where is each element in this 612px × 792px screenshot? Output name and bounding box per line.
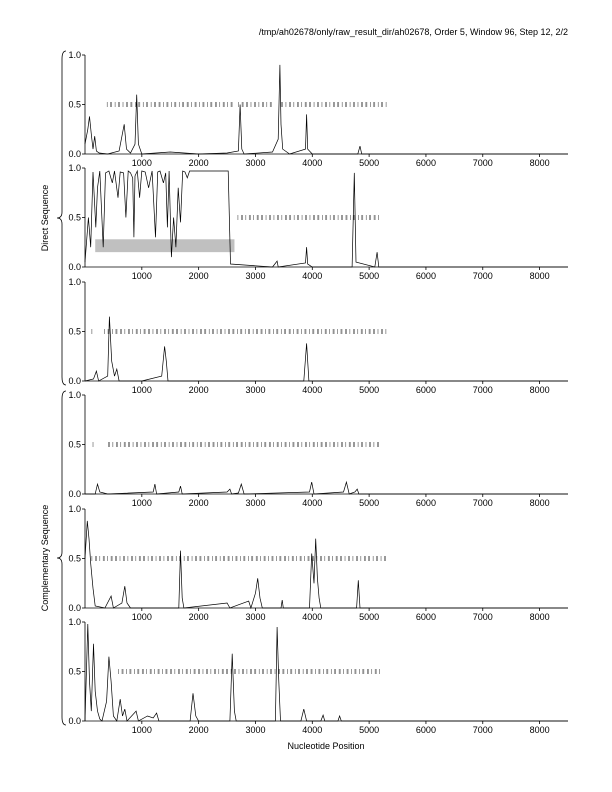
panel-6 bbox=[68, 617, 568, 735]
y-tick-label: 1.0 bbox=[68, 504, 81, 514]
y-tick-label: 0.5 bbox=[68, 439, 81, 450]
series-line bbox=[85, 65, 568, 154]
x-tick-label: 4000 bbox=[302, 271, 323, 281]
x-tick-label: 7000 bbox=[472, 271, 493, 281]
panel-4 bbox=[68, 390, 568, 508]
y-tick-label: 0.5 bbox=[68, 326, 81, 337]
x-tick-label: 6000 bbox=[415, 158, 436, 168]
x-tick-label: 5000 bbox=[359, 725, 380, 735]
x-tick-label: 7000 bbox=[472, 385, 493, 395]
x-tick-label: 4000 bbox=[302, 725, 323, 735]
x-tick-label: 2000 bbox=[188, 498, 209, 508]
series-line bbox=[85, 521, 568, 608]
x-tick-label: 7000 bbox=[472, 158, 493, 168]
x-tick-label: 5000 bbox=[359, 385, 380, 395]
x-tick-label: 6000 bbox=[415, 271, 436, 281]
group-brace bbox=[57, 51, 66, 385]
highlight-band bbox=[95, 239, 234, 252]
x-axis-label: Nucleotide Position bbox=[287, 741, 365, 751]
x-tick-label: 2000 bbox=[188, 612, 209, 622]
y-tick-label: 0.0 bbox=[68, 716, 81, 726]
x-tick-label: 6000 bbox=[415, 725, 436, 735]
x-tick-label: 5000 bbox=[359, 271, 380, 281]
y-tick-label: 0.5 bbox=[68, 99, 81, 110]
y-tick-label: 0.5 bbox=[68, 212, 81, 223]
x-tick-label: 8000 bbox=[529, 385, 550, 395]
y-tick-label: 0.0 bbox=[68, 262, 81, 272]
x-tick-label: 2000 bbox=[188, 385, 209, 395]
x-tick-label: 5000 bbox=[359, 612, 380, 622]
x-tick-label: 6000 bbox=[415, 385, 436, 395]
group-brace bbox=[57, 391, 66, 725]
panel-2 bbox=[68, 163, 568, 281]
y-tick-label: 1.0 bbox=[68, 277, 81, 287]
x-tick-label: 1000 bbox=[131, 612, 152, 622]
x-tick-label: 8000 bbox=[529, 158, 550, 168]
x-tick-label: 8000 bbox=[529, 498, 550, 508]
x-tick-label: 2000 bbox=[188, 271, 209, 281]
y-tick-label: 0.0 bbox=[68, 376, 81, 386]
x-tick-label: 3000 bbox=[245, 385, 266, 395]
y-tick-label: 0.0 bbox=[68, 149, 81, 159]
x-tick-label: 4000 bbox=[302, 385, 323, 395]
y-tick-label: 1.0 bbox=[68, 163, 81, 173]
y-tick-label: 0.5 bbox=[68, 553, 81, 564]
x-tick-label: 3000 bbox=[245, 271, 266, 281]
y-tick-label: 1.0 bbox=[68, 50, 81, 60]
y-tick-label: 0.5 bbox=[68, 666, 81, 677]
x-tick-label: 1000 bbox=[131, 725, 152, 735]
x-tick-label: 4000 bbox=[302, 612, 323, 622]
group-label: Complementary Sequence bbox=[40, 504, 50, 612]
x-tick-label: 3000 bbox=[245, 725, 266, 735]
x-tick-label: 3000 bbox=[245, 158, 266, 168]
x-tick-label: 6000 bbox=[415, 612, 436, 622]
x-tick-label: 8000 bbox=[529, 725, 550, 735]
x-tick-label: 8000 bbox=[529, 612, 550, 622]
series-line bbox=[85, 624, 568, 721]
x-tick-label: 5000 bbox=[359, 498, 380, 508]
x-tick-label: 3000 bbox=[245, 612, 266, 622]
series-line bbox=[85, 482, 568, 494]
x-tick-label: 3000 bbox=[245, 498, 266, 508]
series-line bbox=[85, 317, 568, 381]
y-tick-label: 1.0 bbox=[68, 617, 81, 627]
x-tick-label: 2000 bbox=[188, 725, 209, 735]
panel-3 bbox=[68, 277, 568, 395]
y-tick-label: 0.0 bbox=[68, 603, 81, 613]
y-tick-label: 0.0 bbox=[68, 489, 81, 499]
x-tick-label: 2000 bbox=[188, 158, 209, 168]
header-title: /tmp/ah02678/only/raw_result_dir/ah02678, Order 5, Window 96, Step 12, 2/2 bbox=[258, 27, 568, 37]
x-tick-label: 4000 bbox=[302, 158, 323, 168]
x-tick-label: 1000 bbox=[131, 385, 152, 395]
x-tick-label: 7000 bbox=[472, 725, 493, 735]
y-tick-label: 1.0 bbox=[68, 390, 81, 400]
x-tick-label: 1000 bbox=[131, 158, 152, 168]
x-tick-label: 1000 bbox=[131, 498, 152, 508]
group-label: Direct Sequence bbox=[40, 184, 50, 252]
panel-5 bbox=[68, 504, 568, 622]
x-tick-label: 7000 bbox=[472, 498, 493, 508]
x-tick-label: 7000 bbox=[472, 612, 493, 622]
x-tick-label: 5000 bbox=[359, 158, 380, 168]
x-tick-label: 1000 bbox=[131, 271, 152, 281]
x-tick-label: 8000 bbox=[529, 271, 550, 281]
x-tick-label: 4000 bbox=[302, 498, 323, 508]
x-tick-label: 6000 bbox=[415, 498, 436, 508]
panel-1 bbox=[68, 50, 568, 168]
